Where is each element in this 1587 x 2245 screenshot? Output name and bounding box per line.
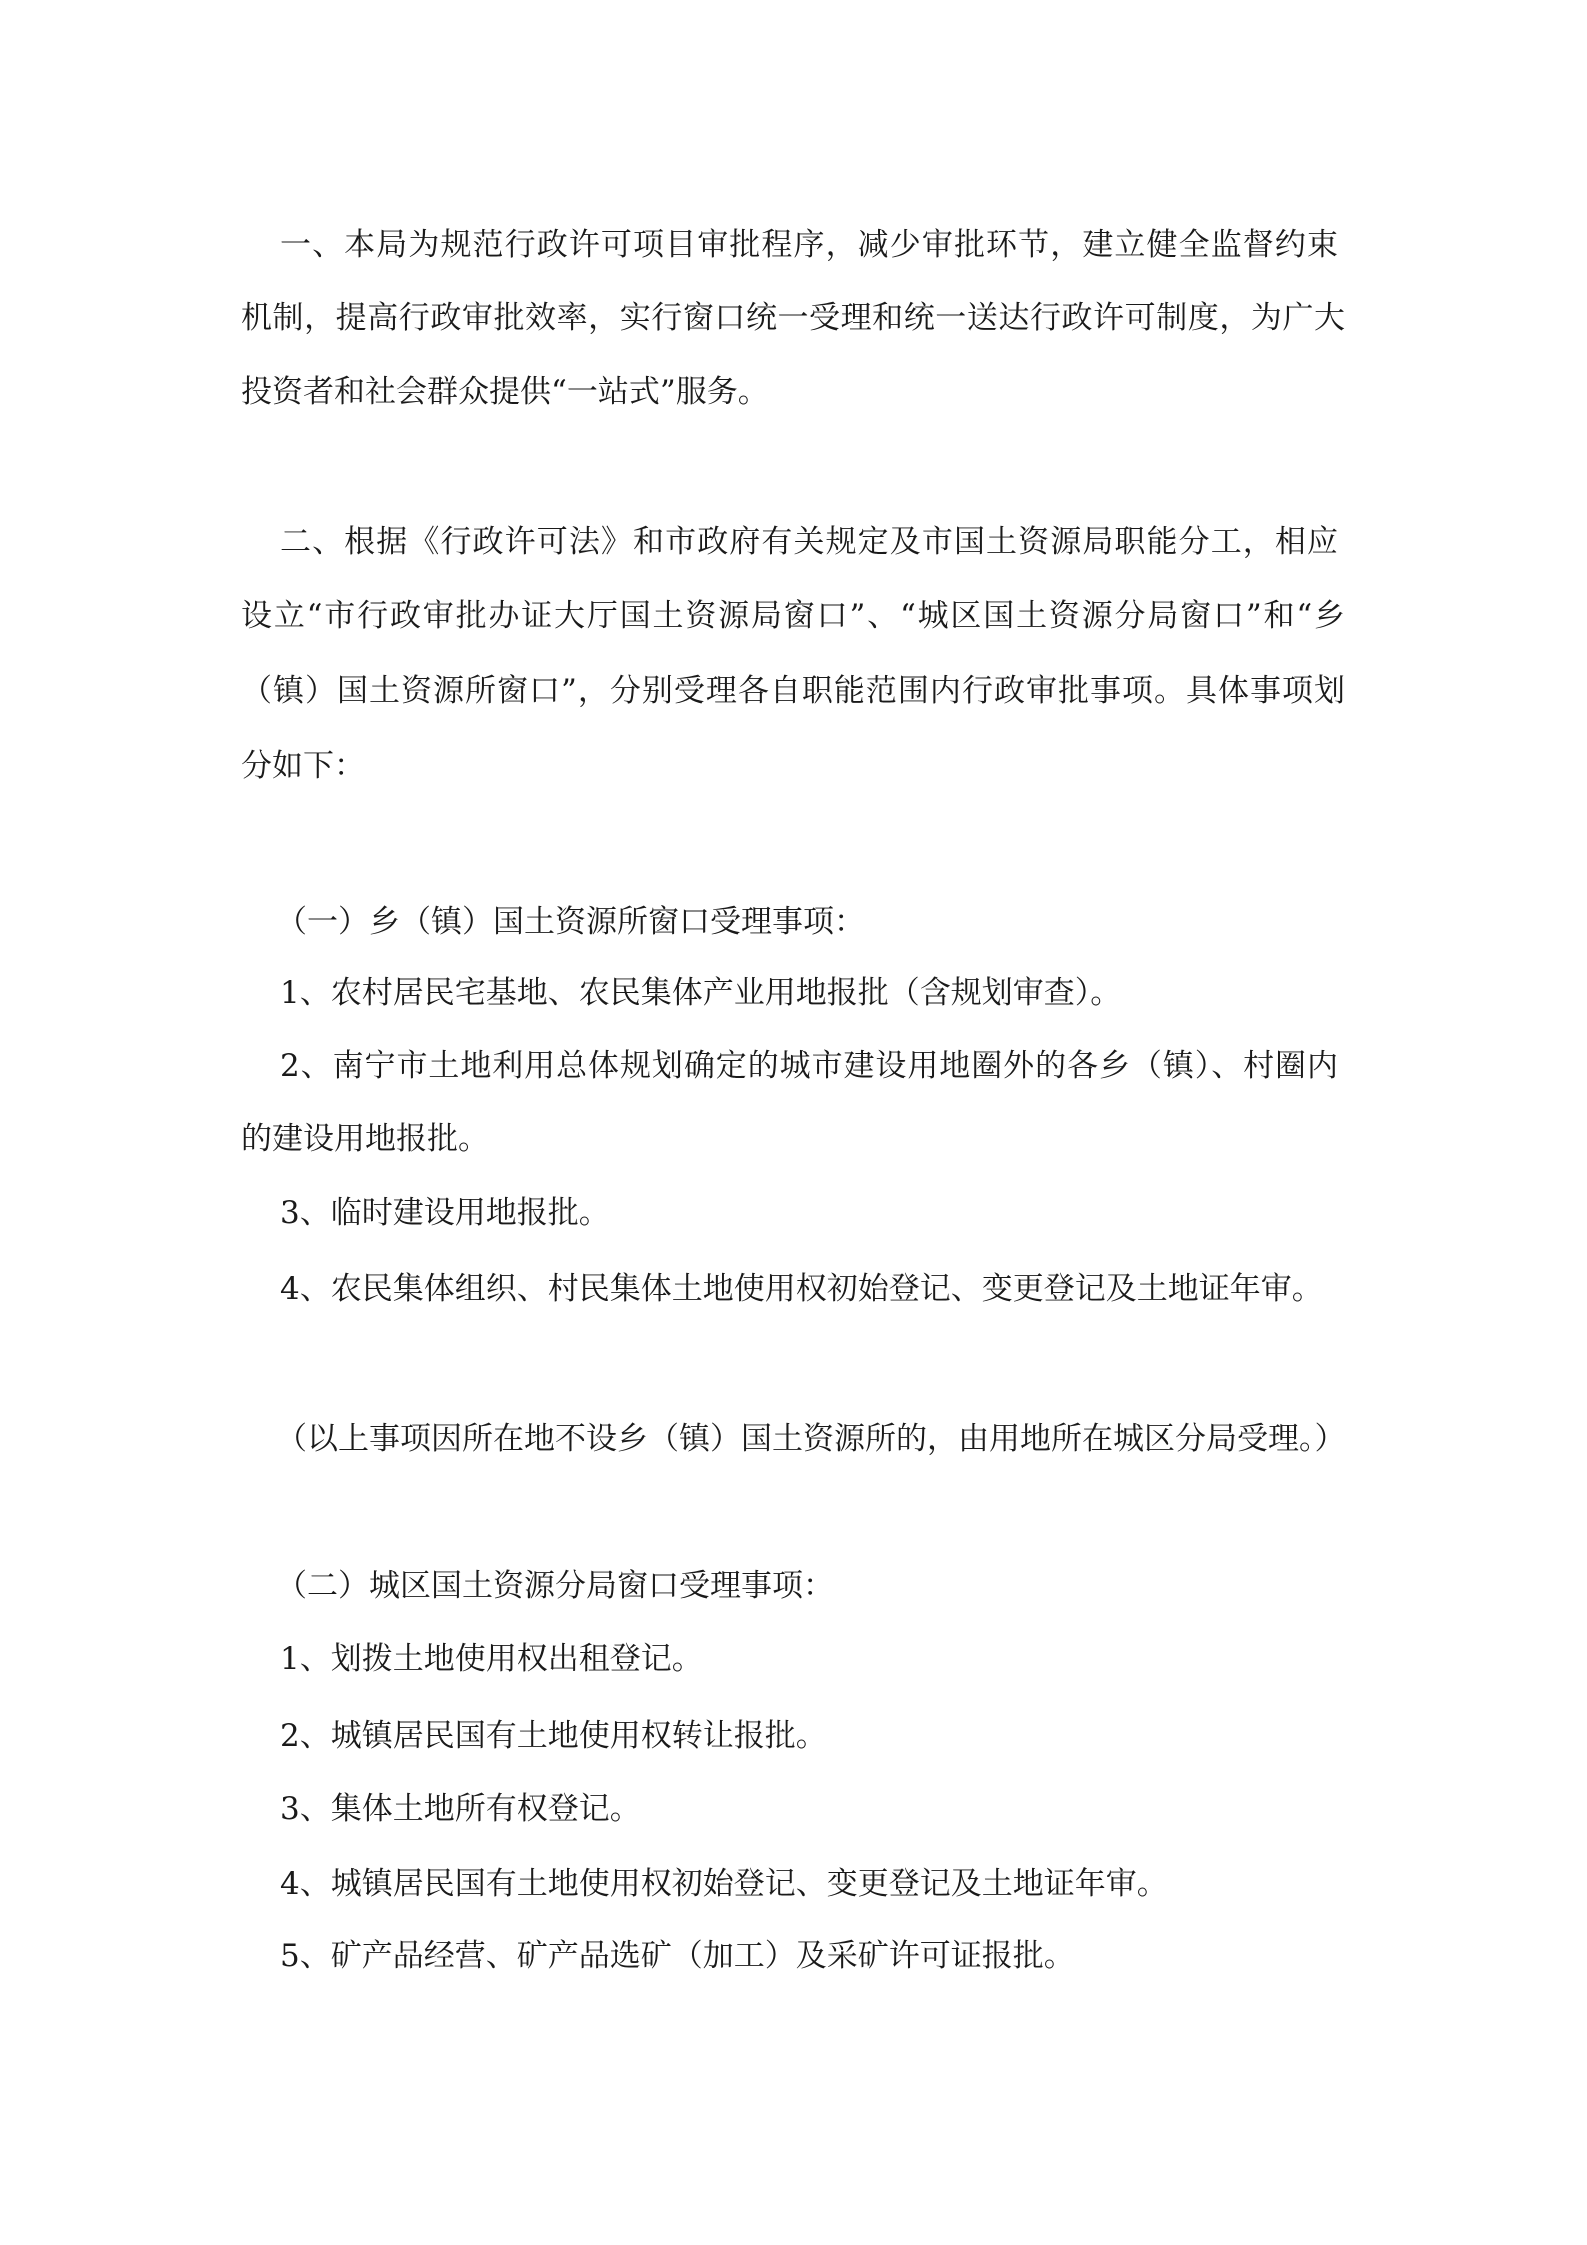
paragraph-line: 分如下： [241,748,365,784]
paragraph-line: 投资者和社会群众提供“一站式”服务。 [241,374,769,410]
list-item: 1、农村居民宅基地、农民集体产业用地报批（含规划审查）。 [280,975,1122,1011]
paragraph-line: 二、根据《行政许可法》和市政府有关规定及市国土资源局职能分工，相应 [280,524,1338,560]
section-heading: （二）城区国土资源分局窗口受理事项： [276,1568,834,1604]
list-item: 4、城镇居民国有土地使用权初始登记、变更登记及土地证年审。 [280,1866,1168,1902]
list-item: 4、农民集体组织、村民集体土地使用权初始登记、变更登记及土地证年审。 [280,1271,1323,1307]
section-note: （以上事项因所在地不设乡（镇）国土资源所的，由用地所在城区分局受理。） [276,1421,1346,1457]
list-item: 2、南宁市土地利用总体规划确定的城市建设用地圈外的各乡（镇）、村圈内 [280,1048,1338,1084]
list-item: 1、划拨土地使用权出租登记。 [280,1641,703,1677]
list-item-continuation: 的建设用地报批。 [241,1121,489,1157]
paragraph-line: 设立“市行政审批办证大厅国土资源局窗口”、“城区国土资源分局窗口”和“乡 [241,598,1345,634]
paragraph-line: （镇）国土资源所窗口”，分别受理各自职能范围内行政审批事项。具体事项划 [241,673,1345,709]
paragraph-line: 一、本局为规范行政许可项目审批程序，减少审批环节，建立健全监督约束 [280,227,1338,263]
section-heading: （一）乡（镇）国土资源所窗口受理事项： [276,904,865,940]
list-item: 5、矿产品经营、矿产品选矿（加工）及采矿许可证报批。 [280,1938,1075,1974]
list-item: 3、集体土地所有权登记。 [280,1791,641,1827]
list-item: 2、城镇居民国有土地使用权转让报批。 [280,1718,827,1754]
paragraph-line: 机制，提高行政审批效率，实行窗口统一受理和统一送达行政许可制度，为广大 [241,300,1345,336]
list-item: 3、临时建设用地报批。 [280,1195,610,1231]
